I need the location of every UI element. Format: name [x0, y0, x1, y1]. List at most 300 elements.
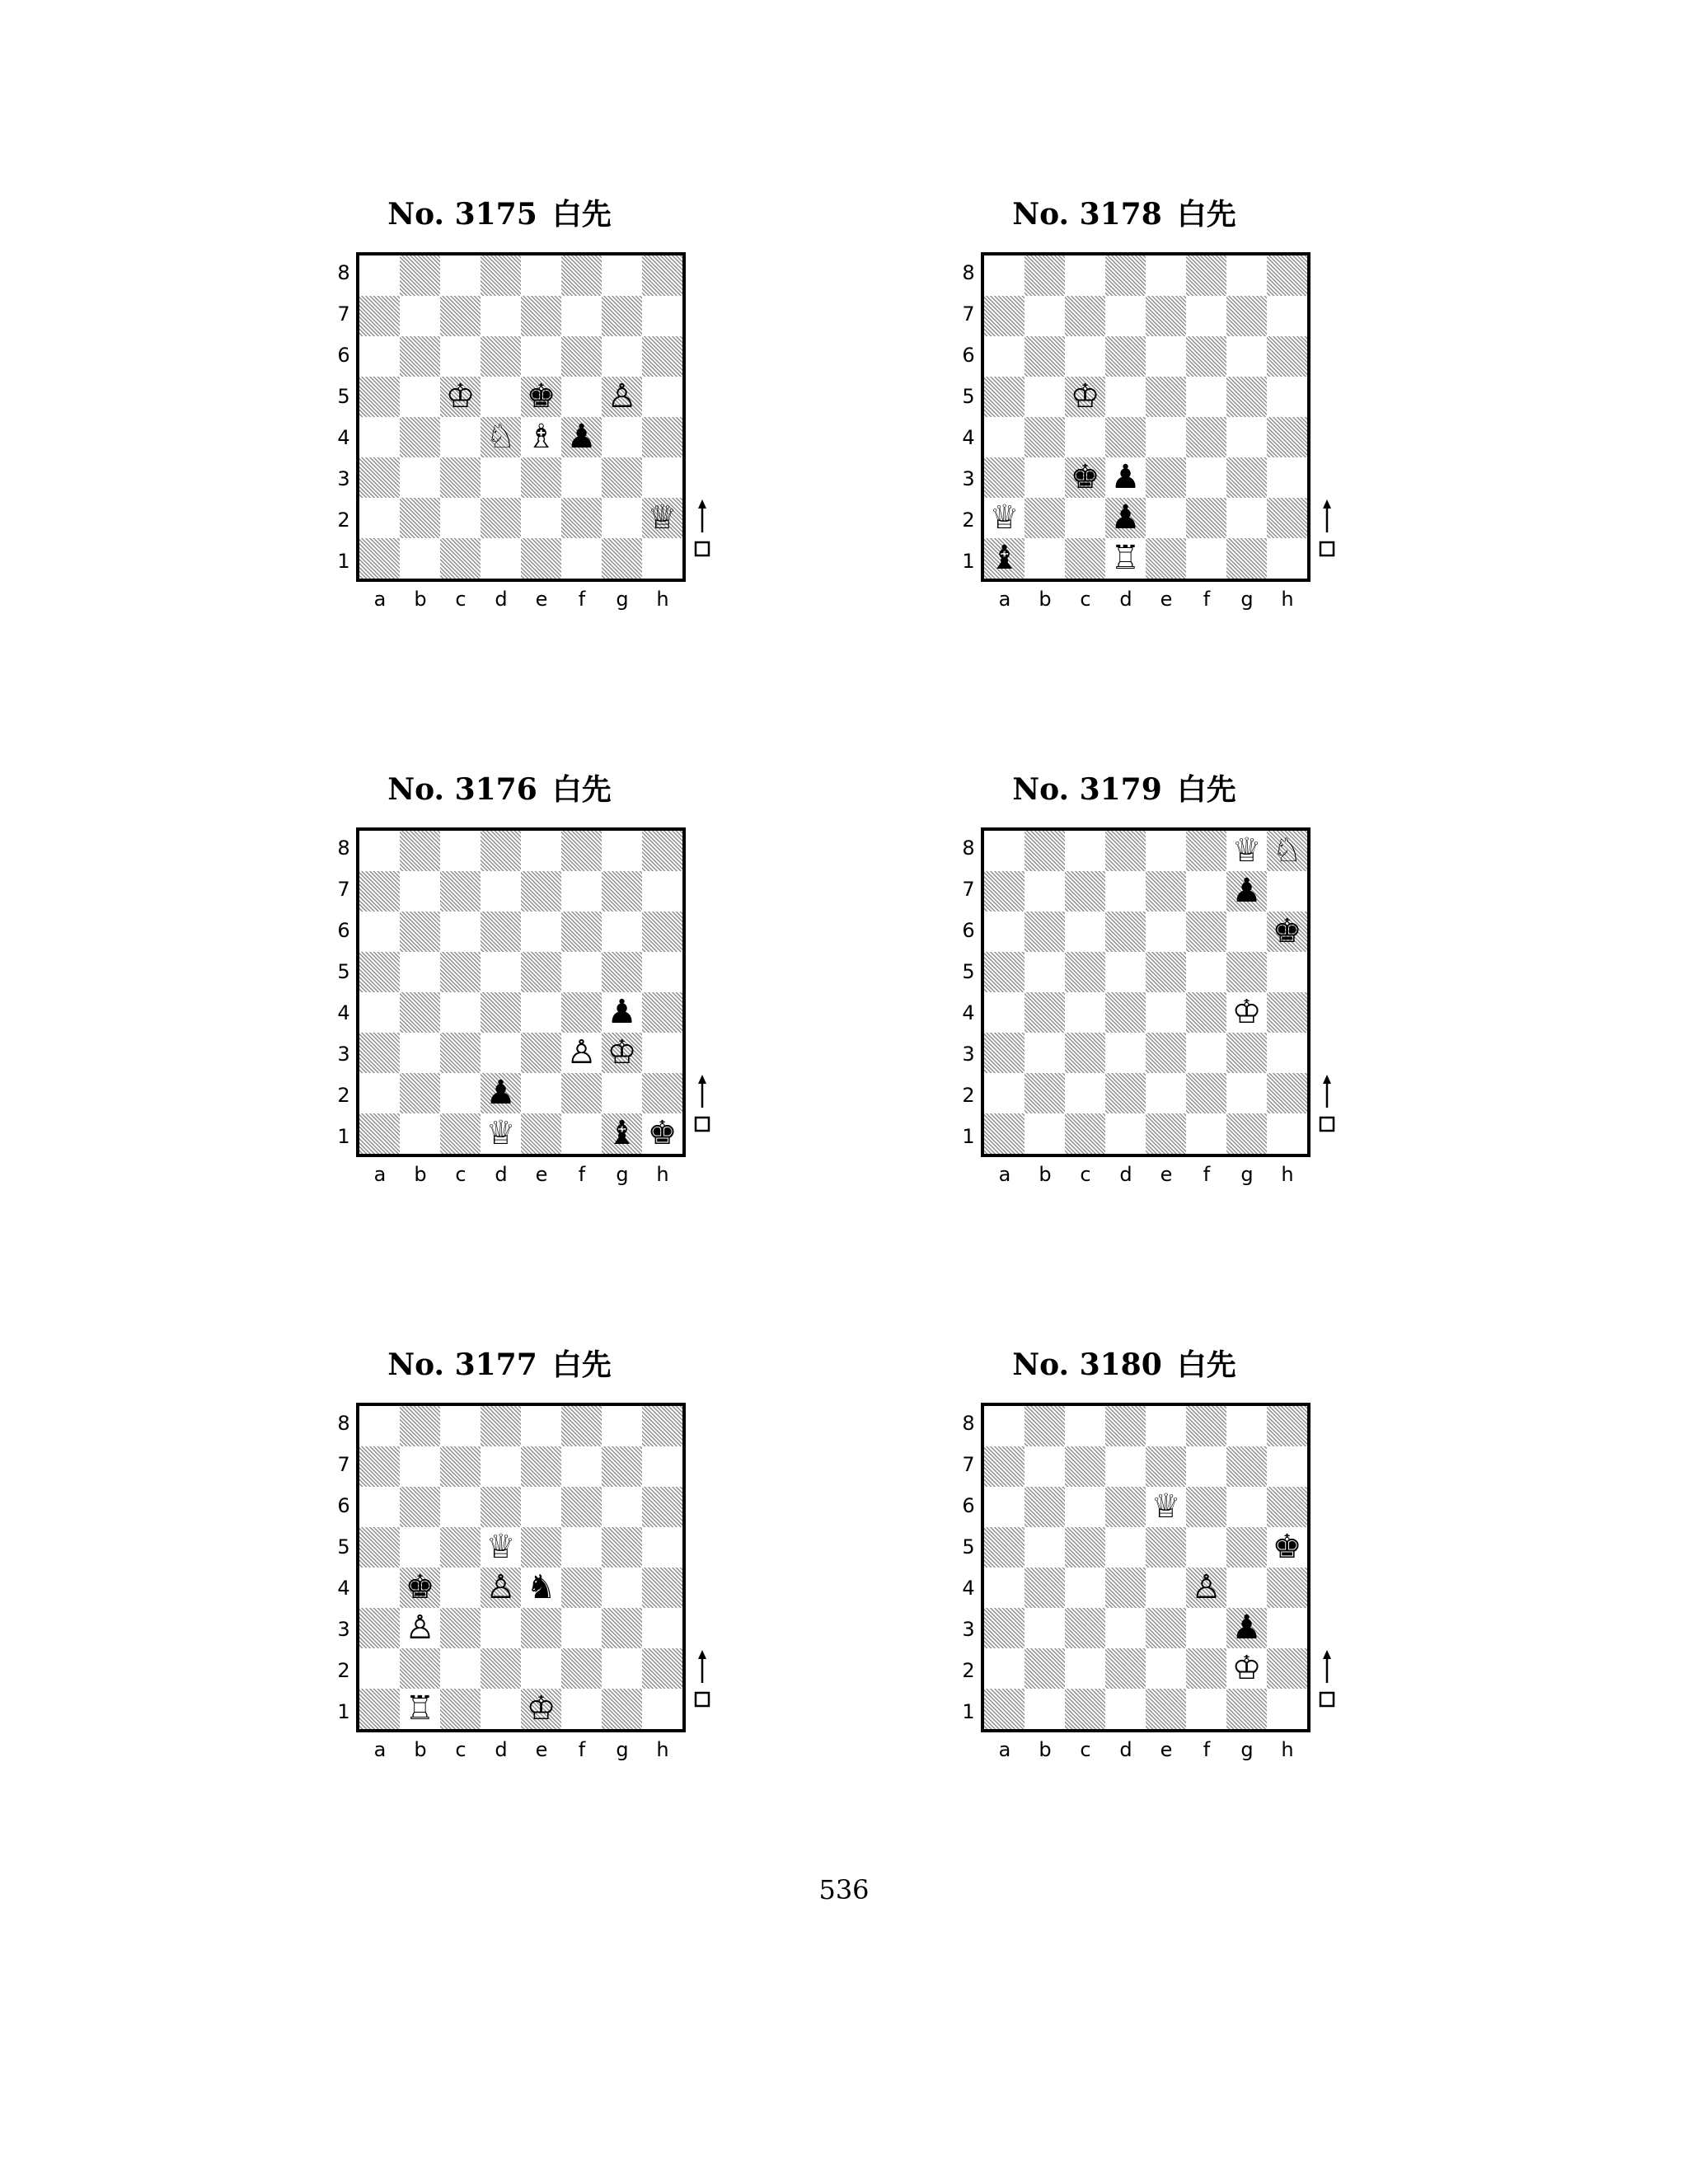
board-square	[1105, 1689, 1146, 1729]
board-square	[521, 1608, 561, 1648]
board-square	[602, 1689, 642, 1729]
black-pawn-icon: ♟	[607, 993, 637, 1031]
white-to-move-icon	[1319, 1650, 1335, 1708]
rank-label: 3	[337, 1618, 350, 1641]
rank-label: 2	[962, 1084, 975, 1107]
board-square	[440, 336, 481, 377]
file-labels	[981, 1736, 1311, 1764]
board-square	[359, 1073, 400, 1113]
board-square	[561, 1568, 602, 1608]
board-square	[561, 296, 602, 336]
board-square	[1025, 255, 1065, 296]
board-square	[1105, 417, 1146, 457]
board-square	[1025, 1406, 1065, 1446]
board-square	[521, 831, 561, 871]
file-label: d	[1119, 588, 1132, 611]
board-square	[642, 871, 682, 912]
board-square	[602, 417, 642, 457]
board-square	[642, 1568, 682, 1608]
board-square	[642, 1608, 682, 1648]
board-square	[1226, 1487, 1267, 1527]
board-square	[440, 952, 481, 992]
black-pawn-icon: ♟	[1110, 499, 1141, 537]
chess-board	[356, 252, 686, 582]
board-square	[481, 992, 521, 1033]
white-queen-icon: ♕	[647, 499, 678, 537]
board-square	[1065, 1648, 1105, 1689]
board-square	[984, 336, 1025, 377]
board-square	[1186, 336, 1226, 377]
board-square	[1025, 336, 1065, 377]
board-square	[521, 1446, 561, 1487]
board-square	[400, 1073, 440, 1113]
board-square	[561, 871, 602, 912]
board-square	[1105, 1073, 1146, 1113]
board-square	[1267, 992, 1307, 1033]
board-square	[602, 1446, 642, 1487]
rank-label: 8	[337, 261, 350, 284]
board-square	[481, 1608, 521, 1648]
file-label: c	[1080, 1738, 1091, 1761]
board-square	[1105, 1527, 1146, 1568]
board-square	[400, 255, 440, 296]
chess-board	[981, 1403, 1311, 1732]
board-square	[400, 1113, 440, 1154]
board-square	[400, 538, 440, 579]
board-square	[1025, 296, 1065, 336]
file-label: d	[495, 588, 508, 611]
board-square	[1186, 296, 1226, 336]
board-square	[400, 498, 440, 538]
board-square	[561, 831, 602, 871]
board-square	[400, 1033, 440, 1073]
file-label: h	[656, 588, 669, 611]
puzzle-number: No. 3180	[1012, 1347, 1162, 1382]
file-label: e	[1160, 1738, 1173, 1761]
board-square	[1146, 457, 1186, 498]
board-square	[1146, 377, 1186, 417]
file-label: c	[1080, 1163, 1091, 1186]
board-square	[440, 1033, 481, 1073]
rank-label: 1	[337, 550, 350, 573]
file-label: e	[1160, 1163, 1173, 1186]
board-square	[481, 1446, 521, 1487]
file-label: f	[1203, 1163, 1211, 1186]
rank-label: 8	[337, 837, 350, 860]
rank-label: 8	[962, 1412, 975, 1435]
white-king-icon: ♔	[1231, 1649, 1262, 1687]
board-square	[984, 952, 1025, 992]
file-label: e	[535, 588, 548, 611]
file-label: g	[1240, 588, 1254, 611]
board-square	[984, 1406, 1025, 1446]
file-label: g	[616, 1738, 629, 1761]
board-square	[481, 912, 521, 952]
board-square	[1146, 912, 1186, 952]
board-square	[440, 296, 481, 336]
board-square	[1267, 417, 1307, 457]
board-square	[561, 1113, 602, 1154]
board-square	[1065, 498, 1105, 538]
board-square	[642, 1648, 682, 1689]
board-square	[359, 1487, 400, 1527]
board-square	[561, 1608, 602, 1648]
white-to-move-icon	[694, 499, 710, 557]
board-square	[1267, 296, 1307, 336]
rank-label: 6	[337, 919, 350, 942]
board-square	[1267, 498, 1307, 538]
rank-label: 4	[962, 1001, 975, 1024]
puzzle-number: No. 3178	[1012, 197, 1162, 232]
board-square	[642, 417, 682, 457]
black-bishop-icon: ♝	[607, 1114, 637, 1152]
board-square	[984, 296, 1025, 336]
board-square	[481, 498, 521, 538]
board-square	[1226, 1689, 1267, 1729]
file-label: a	[373, 588, 387, 611]
board-square	[1105, 912, 1146, 952]
board-square	[481, 1406, 521, 1446]
board-square	[359, 417, 400, 457]
board-square	[1146, 1446, 1186, 1487]
file-label: d	[495, 1163, 508, 1186]
rank-label: 8	[337, 1412, 350, 1435]
board-square	[1025, 1568, 1065, 1608]
board-square	[521, 255, 561, 296]
board-square	[642, 1527, 682, 1568]
chess-board	[981, 827, 1311, 1157]
board-square	[400, 296, 440, 336]
board-square	[1065, 871, 1105, 912]
rank-label: 4	[337, 1001, 350, 1024]
puzzle-title	[959, 190, 1289, 239]
board-square	[521, 498, 561, 538]
board-square	[1186, 457, 1226, 498]
board-square	[440, 992, 481, 1033]
file-label: c	[455, 1738, 467, 1761]
board-square	[1025, 538, 1065, 579]
rank-labels	[335, 1403, 353, 1732]
board-square	[561, 336, 602, 377]
rank-label: 3	[962, 1043, 975, 1066]
board-square	[642, 336, 682, 377]
board-square	[602, 912, 642, 952]
rank-label: 3	[337, 1043, 350, 1066]
black-knight-icon: ♞	[526, 1568, 556, 1606]
board-square	[440, 1689, 481, 1729]
board-square	[1065, 1487, 1105, 1527]
board-square	[602, 1073, 642, 1113]
board-square	[440, 871, 481, 912]
board-square	[561, 457, 602, 498]
board-square	[359, 296, 400, 336]
board-square	[359, 871, 400, 912]
board-square	[561, 377, 602, 417]
file-label: g	[616, 588, 629, 611]
board-square	[1186, 992, 1226, 1033]
board-square	[984, 417, 1025, 457]
file-label: h	[656, 1738, 669, 1761]
board-square	[1267, 1608, 1307, 1648]
board-square	[1025, 1446, 1065, 1487]
rank-label: 6	[962, 1494, 975, 1517]
board-square	[1267, 1648, 1307, 1689]
board-square	[1105, 296, 1146, 336]
board-square	[1226, 498, 1267, 538]
white-to-move-icon	[694, 1650, 710, 1708]
board-square	[1226, 1568, 1267, 1608]
rank-label: 3	[962, 1618, 975, 1641]
side-to-move: 白先	[551, 1348, 612, 1382]
board-square	[521, 538, 561, 579]
board-square	[1267, 1073, 1307, 1113]
board-square	[602, 336, 642, 377]
puzzle-title	[335, 765, 664, 814]
board-square	[481, 1648, 521, 1689]
board-square	[521, 912, 561, 952]
board-square	[602, 498, 642, 538]
board-square	[359, 1689, 400, 1729]
puzzle-title	[335, 190, 664, 239]
board-square	[1025, 1033, 1065, 1073]
file-label: h	[1281, 588, 1294, 611]
white-pawn-icon: ♙	[566, 1033, 597, 1071]
board-square	[1226, 255, 1267, 296]
board-square	[1226, 912, 1267, 952]
board-square	[602, 255, 642, 296]
board-square	[359, 377, 400, 417]
black-king-icon: ♚	[1272, 912, 1302, 950]
board-square	[359, 1648, 400, 1689]
white-king-icon: ♔	[1231, 993, 1262, 1031]
board-square	[521, 1073, 561, 1113]
file-label: b	[1039, 588, 1052, 611]
rank-label: 7	[337, 878, 350, 901]
board-square	[359, 498, 400, 538]
file-label: e	[1160, 588, 1173, 611]
board-square	[1025, 831, 1065, 871]
board-square	[1065, 912, 1105, 952]
board-square	[602, 1568, 642, 1608]
puzzle-title	[335, 1340, 664, 1390]
board-square	[1105, 377, 1146, 417]
rank-label: 7	[962, 878, 975, 901]
board-square	[359, 1568, 400, 1608]
rank-label: 7	[962, 1453, 975, 1476]
board-square	[1105, 255, 1146, 296]
board-square	[1186, 1689, 1226, 1729]
board-square	[1025, 992, 1065, 1033]
file-label: g	[1240, 1738, 1254, 1761]
board-square	[1226, 1073, 1267, 1113]
board-square	[984, 1527, 1025, 1568]
board-square	[440, 1608, 481, 1648]
board-square	[602, 538, 642, 579]
file-label: f	[1203, 588, 1211, 611]
white-queen-icon: ♕	[989, 499, 1020, 537]
white-king-icon: ♔	[607, 1033, 637, 1071]
board-square	[1025, 1608, 1065, 1648]
rank-label: 1	[337, 1125, 350, 1148]
board-square	[1025, 1113, 1065, 1154]
board-square	[602, 457, 642, 498]
board-square	[1267, 377, 1307, 417]
board-square	[400, 377, 440, 417]
file-label: b	[1039, 1738, 1052, 1761]
board-square	[1146, 296, 1186, 336]
chess-board	[356, 1403, 686, 1732]
board-square	[561, 1073, 602, 1113]
board-square	[400, 417, 440, 457]
black-king-icon: ♚	[405, 1568, 435, 1606]
board-square	[1186, 952, 1226, 992]
board-square	[1065, 1689, 1105, 1729]
board-square	[1226, 377, 1267, 417]
board-square	[1105, 1033, 1146, 1073]
board-square	[440, 1113, 481, 1154]
puzzle-3177	[335, 1340, 714, 1802]
board-square	[440, 255, 481, 296]
board-square	[1226, 457, 1267, 498]
page-number: 536	[818, 1874, 870, 1905]
board-square	[642, 992, 682, 1033]
file-label: a	[373, 1738, 387, 1761]
board-square	[440, 457, 481, 498]
board-square	[400, 1446, 440, 1487]
puzzle-title	[959, 1340, 1289, 1390]
board-square	[984, 457, 1025, 498]
board-square	[561, 1527, 602, 1568]
puzzle-3178	[959, 190, 1339, 651]
file-label: b	[414, 1163, 427, 1186]
file-label: d	[1119, 1738, 1132, 1761]
white-to-move-icon	[694, 1075, 710, 1132]
board-square	[1105, 336, 1146, 377]
board-square	[521, 992, 561, 1033]
board-square	[1065, 952, 1105, 992]
rank-labels	[959, 252, 978, 582]
board-square	[1065, 336, 1105, 377]
board-square	[1226, 296, 1267, 336]
board-square	[561, 912, 602, 952]
rank-label: 6	[962, 919, 975, 942]
file-label: e	[535, 1163, 548, 1186]
black-king-icon: ♚	[1272, 1528, 1302, 1566]
board-square	[1267, 1113, 1307, 1154]
board-square	[984, 992, 1025, 1033]
board-square	[359, 1033, 400, 1073]
board-square	[1146, 1406, 1186, 1446]
board-square	[1065, 1406, 1105, 1446]
board-square	[1186, 1527, 1226, 1568]
board-square	[1146, 871, 1186, 912]
board-square	[1146, 1568, 1186, 1608]
board-square	[642, 538, 682, 579]
board-square	[984, 1073, 1025, 1113]
board-square	[1025, 1073, 1065, 1113]
board-square	[1186, 1608, 1226, 1648]
board-square	[642, 1487, 682, 1527]
rank-label: 1	[337, 1700, 350, 1723]
board-square	[602, 1487, 642, 1527]
white-king-icon: ♔	[526, 1690, 556, 1727]
board-square	[642, 255, 682, 296]
board-square	[359, 912, 400, 952]
board-square	[1186, 417, 1226, 457]
board-square	[400, 831, 440, 871]
board-square	[561, 498, 602, 538]
puzzle-number: No. 3177	[387, 1347, 537, 1382]
board-square	[1065, 1527, 1105, 1568]
board-square	[521, 1033, 561, 1073]
rank-label: 5	[337, 960, 350, 983]
puzzle-3175	[335, 190, 714, 651]
board-square	[1146, 336, 1186, 377]
white-queen-icon: ♕	[485, 1114, 516, 1152]
rank-label: 1	[962, 1125, 975, 1148]
board-square	[1065, 296, 1105, 336]
board-square	[440, 1073, 481, 1113]
board-square	[984, 1568, 1025, 1608]
rank-label: 5	[962, 960, 975, 983]
file-label: g	[1240, 1163, 1254, 1186]
board-square	[602, 1527, 642, 1568]
board-square	[359, 952, 400, 992]
side-to-move: 白先	[1176, 198, 1236, 232]
board-square	[561, 1648, 602, 1689]
board-square	[359, 255, 400, 296]
white-to-move-icon	[1319, 1075, 1335, 1132]
board-square	[440, 1487, 481, 1527]
board-square	[1105, 1487, 1146, 1527]
rank-label: 8	[962, 837, 975, 860]
board-square	[642, 296, 682, 336]
rank-label: 4	[962, 1577, 975, 1600]
file-label: h	[1281, 1163, 1294, 1186]
board-square	[481, 377, 521, 417]
board-square	[1226, 538, 1267, 579]
board-square	[984, 1113, 1025, 1154]
rank-labels	[959, 827, 978, 1157]
black-pawn-icon: ♟	[1231, 1609, 1262, 1647]
board-square	[1065, 992, 1105, 1033]
board-square	[400, 336, 440, 377]
board-square	[440, 1406, 481, 1446]
board-square	[984, 1446, 1025, 1487]
board-square	[1105, 1568, 1146, 1608]
board-square	[400, 992, 440, 1033]
file-label: b	[414, 588, 427, 611]
rank-label: 6	[962, 344, 975, 367]
white-queen-icon: ♕	[485, 1528, 516, 1566]
board-square	[440, 498, 481, 538]
board-square	[1267, 1568, 1307, 1608]
board-square	[1146, 1648, 1186, 1689]
board-square	[642, 1406, 682, 1446]
board-square	[1267, 1446, 1307, 1487]
board-square	[561, 1487, 602, 1527]
black-king-icon: ♚	[526, 377, 556, 415]
board-square	[1267, 538, 1307, 579]
board-square	[481, 1689, 521, 1729]
board-square	[1267, 255, 1307, 296]
board-square	[521, 1648, 561, 1689]
board-square	[1267, 871, 1307, 912]
rank-label: 6	[337, 1494, 350, 1517]
file-label: a	[998, 1163, 1011, 1186]
board-square	[1065, 831, 1105, 871]
board-square	[1267, 1033, 1307, 1073]
